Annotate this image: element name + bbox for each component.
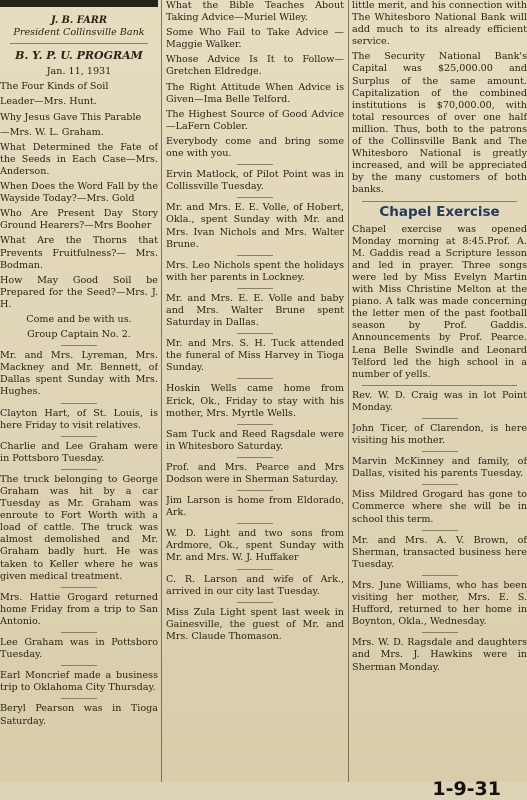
divider: [422, 575, 458, 576]
news-item: Mrs. W. D. Ragsdale and daughters and Mrs. J. Hawkins were in Sherman Monday.: [352, 637, 527, 673]
news-item: C. R. Larson and wife of Ark., arrived in our city last Tuesday.: [166, 573, 344, 597]
header-banner: [0, 0, 158, 7]
signature-name: J. B. FARR: [50, 15, 108, 26]
column-right: [352, 0, 527, 782]
divider: [422, 632, 458, 633]
program-line: The Right Attitude When Advice is Given—Ima Belle Telford.: [166, 81, 344, 105]
news-item: Mr. and Mrs. S. H. Tuck attended the funeral of Miss Harvey in Tioga Sunday.: [166, 338, 344, 374]
news-item: John Ticer, of Clarendon, is here visiting his mother.: [352, 423, 527, 447]
divider: [422, 530, 458, 531]
divider: [237, 523, 273, 524]
news-item: Lee Graham was in Pottsboro Tuesday.: [0, 637, 158, 661]
column-middle: [166, 0, 344, 782]
news-item: Mr. and Mrs. Lyreman, Mrs. Mackney and Mr. Bennett, of Dallas spent Sunday with Mrs. Hughes.: [0, 350, 158, 398]
column-rule: [161, 0, 162, 782]
handwritten-date: 1-9-31: [432, 778, 501, 800]
news-item: Earl Moncrief made a business trip to Oklahoma City Thursday.: [0, 670, 158, 694]
divider: [61, 469, 97, 470]
program-line: How May Good Soil be Prepared for the Seed?—Mrs. J. H.: [0, 274, 158, 310]
divider: [10, 43, 148, 44]
divider: [237, 424, 273, 425]
divider: [61, 436, 97, 437]
news-item: W. D. Light and two sons from Ardmore, Ok., spent Sunday with Mr. and Mrs. W. J. Huffaker: [166, 528, 344, 564]
program-line: Leader—Mrs. Hunt.: [0, 96, 97, 108]
bank-text: little merit, and his connection with The Whitesboro National Bank will add much to its already efficient service.: [352, 0, 527, 48]
divider: [422, 484, 458, 485]
news-item: Hoskin Wells came home from Erick, Ok., Friday to stay with his mother, Mrs. Myrtle Wells.: [166, 383, 344, 419]
news-item: Ervin Matlock, of Pilot Point was in Collissville Tuesday.: [166, 169, 344, 193]
column-left: [0, 0, 158, 782]
program-line: When Does the Word Fall by the Wayside Today?—Mrs. Gold: [0, 181, 158, 205]
news-item: Miss Zula Light spent last week in Gainesville, the guest of Mr. and Mrs. Claude Thomason.: [166, 606, 344, 642]
divider: [237, 333, 273, 334]
divider: [61, 632, 97, 633]
program-line: Group Captain No. 2.: [27, 329, 131, 341]
program-line: The Highest Source of Good Advice—LaFern Cobler.: [166, 108, 344, 132]
divider: [237, 378, 273, 379]
program-line: Some Who Fail to Take Advice —Maggie Walker.: [166, 27, 344, 51]
divider: [237, 602, 273, 603]
news-item: Prof. and Mrs. Pearce and Mrs Dodson were in Sherman Saturday.: [166, 461, 344, 485]
chapel-heading: Chapel Exercise: [379, 203, 500, 220]
bank-text: The Security National Bank's Capital was $25,000.00 and Surplus of the same amount. Capitalization of the combined institutions is $70,000.00, with total resources of over one half million. Thus, both to the patrons of the Collinsville Bank and The Whitesboro National is greatly increased, and will be appreciated by the many customers of both banks.: [352, 51, 527, 196]
program-line: Why Jesus Gave This Parable: [0, 111, 142, 123]
news-item: Charlie and Lee Graham were in Pottsboro Tuesday.: [0, 440, 158, 464]
divider: [61, 345, 97, 346]
program-line: Whose Advice Is It to Follow—Gretchen Eldredge.: [166, 54, 344, 78]
divider: [61, 587, 97, 588]
news-item: Rev. W. D. Craig was in lot Point Monday.: [352, 389, 527, 413]
divider: [237, 569, 273, 570]
program-line: What the Bible Teaches About Taking Advice—Muriel Wiley.: [166, 0, 344, 24]
divider: [422, 418, 458, 419]
news-item: The truck belonging to George Graham was hit by a car Tuesday as Mr. Graham was enroute to Fort Worth with a load of cattle. The truck was almost demolished and Mr. Graham badly hurt. He was taken to Keller where he was given medical treatment.: [0, 473, 158, 582]
divider: [237, 288, 273, 289]
program-date: Jan. 11, 1931: [46, 66, 112, 78]
news-item: Jim Larson is home from Eldorado, Ark.: [166, 495, 344, 519]
chapel-text: Chapel exercise was opened Monday morning at 8:45.Prof. A. M. Gaddis read a Scripture lesson and led in prayer. Three songs were led by Miss Evelyn Martin with Miss Christine Melton at the piano. A talk was made concerning the letter men of the past football season by Prof. Gaddis. Announcements by Prof. Pearce. Lena Belle Swindle and Leonard Telford led the high school in a number of yells.: [352, 223, 527, 380]
divider: [362, 201, 517, 202]
program-line: Who Are Present Day Story Ground Hearers?—Mrs Booher: [0, 208, 158, 232]
program-line: The Four Kinds of Soil: [0, 81, 109, 93]
news-item: Mr. and Mrs. A. V. Brown, of Sherman, transacted business here Tuesday.: [352, 534, 527, 570]
program-line: What Determined the Fate of the Seeds in Each Case—Mrs. Anderson.: [0, 141, 158, 177]
program-line: What Are the Thorns that Prevents Fruitfulness?— Mrs. Bodman.: [0, 235, 158, 271]
news-item: Mr. and Mrs. E. E. Volle, of Hobert, Okla., spent Sunday with Mr. and Mrs. Ivan Nichols and Mrs. Walter Brune.: [166, 202, 344, 250]
news-item: Sam Tuck and Reed Ragsdale were in Whitesboro Saturday.: [166, 428, 344, 452]
divider: [362, 385, 517, 386]
divider: [237, 255, 273, 256]
news-item: Mrs. Hattie Grogard returned home Friday from a trip to San Antonio.: [0, 591, 158, 627]
divider: [61, 698, 97, 699]
news-item: Beryl Pearson was in Tioga Saturday.: [0, 703, 158, 727]
divider: [237, 457, 273, 458]
program-line: Everybody come and bring some one with you.: [166, 135, 344, 160]
column-rule: [348, 0, 349, 782]
news-item: Mr. and Mrs. E. E. Volle and baby and Mrs. Walter Brune spent Saturday in Dallas.: [166, 292, 344, 329]
divider: [61, 665, 97, 666]
divider: [237, 164, 273, 165]
news-item: Mrs. June Williams, who has been visiting her mother, Mrs. E. S. Hufford, returned to her home in Boynton, Okla., Wednesday.: [352, 579, 527, 628]
divider: [422, 451, 458, 452]
program-line: —Mrs. W. L. Graham.: [0, 126, 104, 138]
divider: [237, 197, 273, 198]
program-heading: B. Y. P. U. PROGRAM: [15, 49, 143, 63]
divider: [237, 490, 273, 491]
news-item: Clayton Hart, of St. Louis, is here Friday to visit relatives.: [0, 407, 158, 431]
news-item: Marvin McKinney and family, of Dallas, visited his parents Tuesday.: [352, 456, 527, 480]
divider: [61, 403, 97, 404]
news-item: Mrs. Leo Nichols spent the holidays with her parents in Lockney.: [166, 259, 344, 283]
program-line: Come and be with us.: [26, 313, 132, 325]
news-item: Miss Mildred Grogard has gone to Commerce where she will be in school this term.: [352, 489, 527, 525]
signature-title: President Collinsville Bank: [13, 27, 145, 39]
